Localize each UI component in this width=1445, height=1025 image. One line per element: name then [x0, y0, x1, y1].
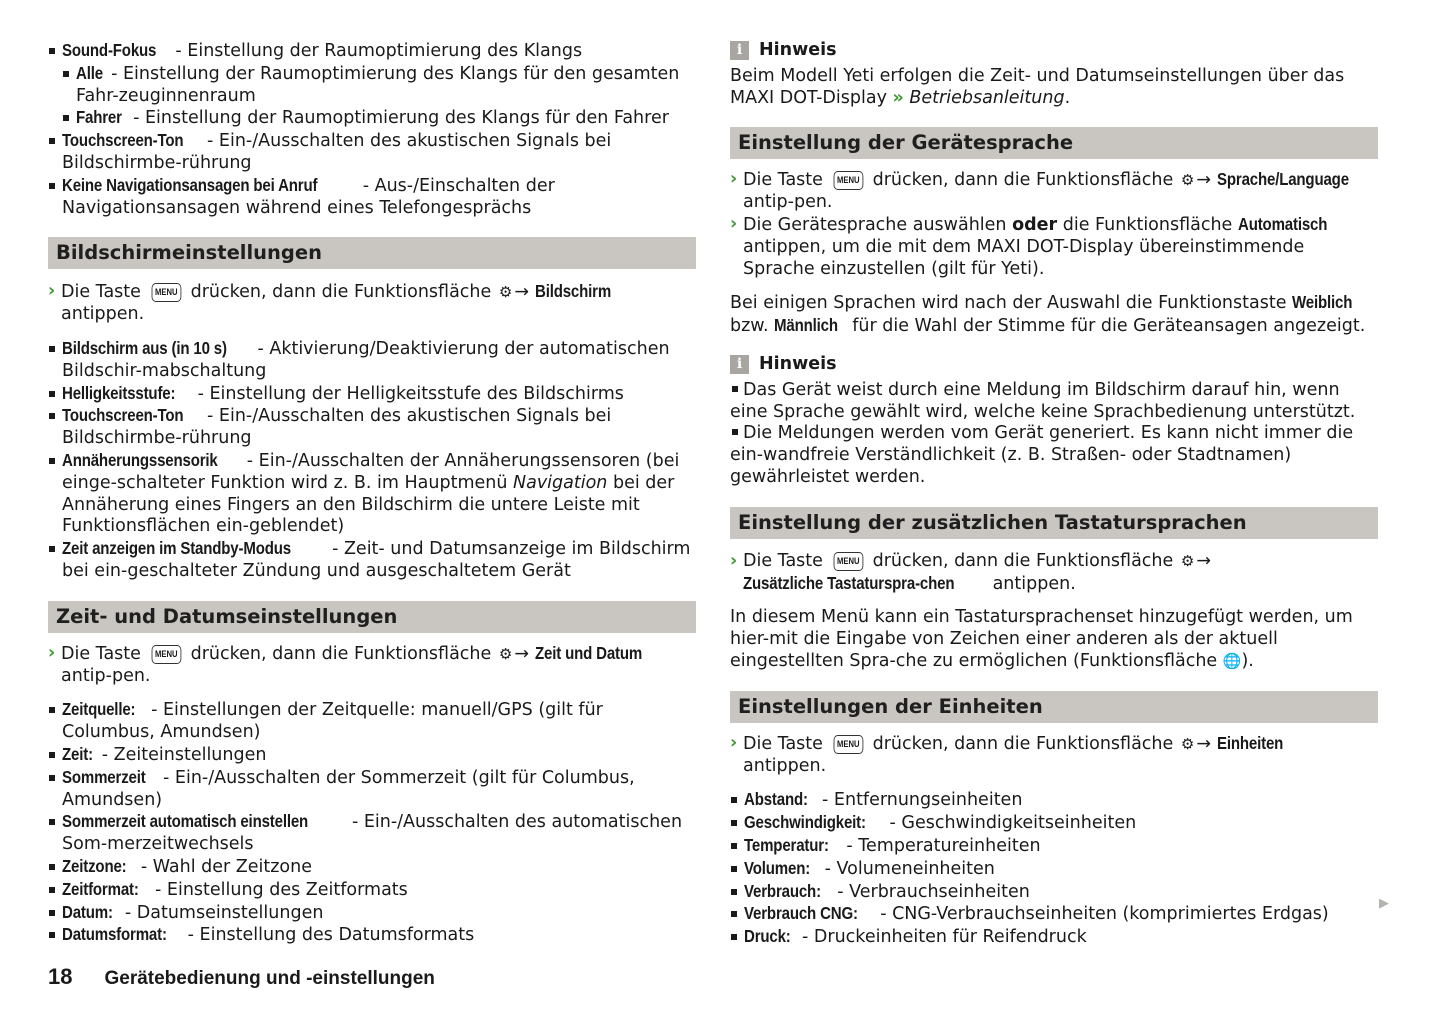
list-item: Sommerzeit - Ein-/Ausschalten der Sommerzeit (gilt für Columbus, Amundsen): [48, 767, 696, 812]
instruction-step: › Die Gerätesprache auswählen oder die Funktionsfläche Automatisch antippen, um die mit dem MAXI DOT-Display übereinstimmende Sprache einzustellen (gilt für Yeti).: [730, 213, 1328, 279]
gear-icon: ⚙: [1180, 734, 1195, 753]
screen-options-list: [48, 338, 696, 583]
note-text: Beim Modell Yeti erfolgen die Zeit- und Datumseinstellungen über das MAXI DOT-Display » Betriebsanleitung.: [730, 65, 1345, 108]
list-item: Touchscreen-Ton - Ein-/Ausschalten des akustischen Signals bei Bildschirmbe-rührung: [48, 130, 696, 175]
menu-key-icon: MENU: [833, 171, 862, 190]
step-arrow-icon: ›: [730, 169, 738, 190]
gear-icon: ⚙: [1180, 551, 1195, 570]
note-yeti: [730, 40, 1378, 109]
step-arrow-icon: ›: [730, 213, 738, 234]
list-item: Sommerzeit automatisch einstellen - Ein-/Ausschalten des automatischen Som-merzeitwechsels: [48, 811, 696, 856]
note-text: Das Gerät weist durch eine Meldung im Bildschirm darauf hin, wenn eine Sprache gewählt wird, welche keine Sprachbedienung unterstützt.: [730, 379, 1356, 422]
time-options-list: [48, 699, 696, 947]
list-item: Helligkeitsstufe: - Einstellung der Helligkeitsstufe des Bildschirms: [48, 383, 696, 406]
list-item: Sound-Fokus - Einstellung der Raumoptimierung des Klangs: [48, 40, 696, 63]
gear-icon: ⚙: [498, 644, 513, 663]
section-heading-language: Einstellung der Gerätesprache: [730, 127, 1378, 159]
list-item: Touchscreen-Ton - Ein-/Ausschalten des akustischen Signals bei Bildschirmbe-rührung: [48, 405, 696, 450]
menu-key-icon: MENU: [833, 735, 862, 754]
list-item: Zeitformat: - Einstellung des Zeitformats: [48, 879, 696, 902]
step-arrow-icon: ›: [730, 732, 738, 753]
intro-list: [48, 40, 696, 219]
list-item: Geschwindigkeit: - Geschwindigkeitseinheiten: [730, 812, 1378, 835]
list-item: Keine Navigationsansagen bei Anruf - Aus-/Einschalten der Navigationsansagen während eines Telefongesprächs: [48, 175, 696, 220]
instruction-step: › Die Taste MENU drücken, dann die Funktionsfläche ⚙ → Bildschirm antippen.: [48, 281, 611, 325]
info-icon: i: [730, 355, 749, 374]
list-item: Verbrauch: - Verbrauchseinheiten: [730, 881, 1378, 904]
section-heading-units: Einstellungen der Einheiten: [730, 691, 1378, 723]
menu-key-icon: MENU: [151, 283, 180, 302]
list-item: Annäherungssensorik - Ein-/Ausschalten der Annäherungssensoren (bei einge-schalteter Funktion wird z. B. im Hauptmenü Navigation bei der Annäherung eines Fingers an den Bildschirm die untere Leiste mit Funktionsflächen ein-geblendet): [48, 450, 696, 538]
globe-icon: 🌐: [1222, 651, 1242, 670]
list-item: Alle - Einstellung der Raumoptimierung des Klangs für den gesamten Fahr-zeuginnenraum: [62, 63, 696, 108]
section-heading-keyboard: Einstellung der zusätzlichen Tastatursprachen: [730, 507, 1378, 539]
list-item: Zeit: - Zeiteinstellungen: [48, 744, 696, 767]
section-heading-time: Zeit- und Datumseinstellungen: [48, 601, 696, 633]
list-item: Zeitzone: - Wahl der Zeitzone: [48, 856, 696, 879]
step-arrow-icon: ›: [48, 642, 56, 663]
list-item: Temperatur: - Temperatureinheiten: [730, 835, 1378, 858]
note-title: Hinweis: [759, 40, 837, 60]
note-title: Hinweis: [759, 353, 837, 374]
menu-key-icon: MENU: [151, 645, 180, 664]
step-arrow-icon: ›: [48, 281, 56, 302]
list-item: Datumsformat: - Einstellung des Datumsformats: [48, 924, 696, 947]
info-icon: i: [730, 41, 749, 60]
list-item: Zeitquelle: - Einstellungen der Zeitquelle: manuell/GPS (gilt für Columbus, Amundsen): [48, 699, 696, 744]
list-item: Datum: - Datumseinstellungen: [48, 902, 696, 925]
continue-arrow-icon: ▶: [1379, 896, 1389, 911]
menu-key-icon: MENU: [833, 552, 862, 571]
list-item: Zeit anzeigen im Standby-Modus - Zeit- und Datumsanzeige im Bildschirm bei ein-geschalteter Zündung und ausgeschaltetem Gerät: [48, 538, 696, 583]
note-language: [730, 354, 1378, 489]
keyboard-paragraph: In diesem Menü kann ein Tastatursprachenset hinzugefügt werden, um hier-mit die Eingabe von Zeichen einer anderen als der aktuell eingestellten Spra-che zu ermöglichen (Funktionsfläche 🌐).: [730, 607, 1353, 671]
instruction-step: › Die Taste MENU drücken, dann die Funktionsfläche ⚙ → Sprache/Language antip-pen.: [730, 169, 1349, 213]
right-column: [730, 40, 1378, 949]
instruction-step: › Die Taste MENU drücken, dann die Funktionsfläche ⚙ → Einheiten antippen.: [730, 732, 1283, 776]
instruction-step: › Die Taste MENU drücken, dann die Funktionsfläche ⚙ → Zusätzliche Tastaturspra-chen antippen.: [730, 550, 1211, 594]
step-arrow-icon: ›: [730, 550, 738, 571]
list-item: Fahrer - Einstellung der Raumoptimierung des Klangs für den Fahrer: [62, 107, 696, 130]
language-paragraph: Bei einigen Sprachen wird nach der Auswahl die Funktionstaste Weiblich bzw. Männlich für die Wahl der Stimme für die Geräteansagen angezeigt.: [730, 292, 1366, 337]
chapter-title: Gerätebedienung und -einstellungen: [104, 968, 435, 989]
page-footer: [48, 966, 435, 990]
section-heading-screen: Bildschirmeinstellungen: [48, 237, 696, 269]
list-item: Verbrauch CNG: - CNG-Verbrauchseinheiten (komprimiertes Erdgas): [730, 903, 1378, 926]
page-number: 18: [48, 964, 73, 989]
note-text: Die Meldungen werden vom Gerät generiert. Es kann nicht immer die ein-wandfreie Verständlichkeit (z. B. Straßen- oder Stadtnamen) gewährleistet werden.: [730, 423, 1354, 487]
left-column: [48, 40, 696, 947]
list-item: Druck: - Druckeinheiten für Reifendruck: [730, 926, 1378, 949]
gear-icon: ⚙: [1180, 171, 1195, 190]
gear-icon: ⚙: [498, 283, 513, 302]
list-item: Abstand: - Entfernungseinheiten: [730, 789, 1378, 812]
manual-link[interactable]: Betriebsanleitung: [909, 87, 1065, 108]
instruction-step: › Die Taste MENU drücken, dann die Funktionsfläche ⚙ → Zeit und Datum antip-pen.: [48, 642, 642, 686]
list-item: Volumen: - Volumeneinheiten: [730, 858, 1378, 881]
units-options-list: [730, 789, 1378, 949]
list-item: Bildschirm aus (in 10 s) - Aktivierung/Deaktivierung der automatischen Bildschir-mabschaltung: [48, 338, 696, 383]
